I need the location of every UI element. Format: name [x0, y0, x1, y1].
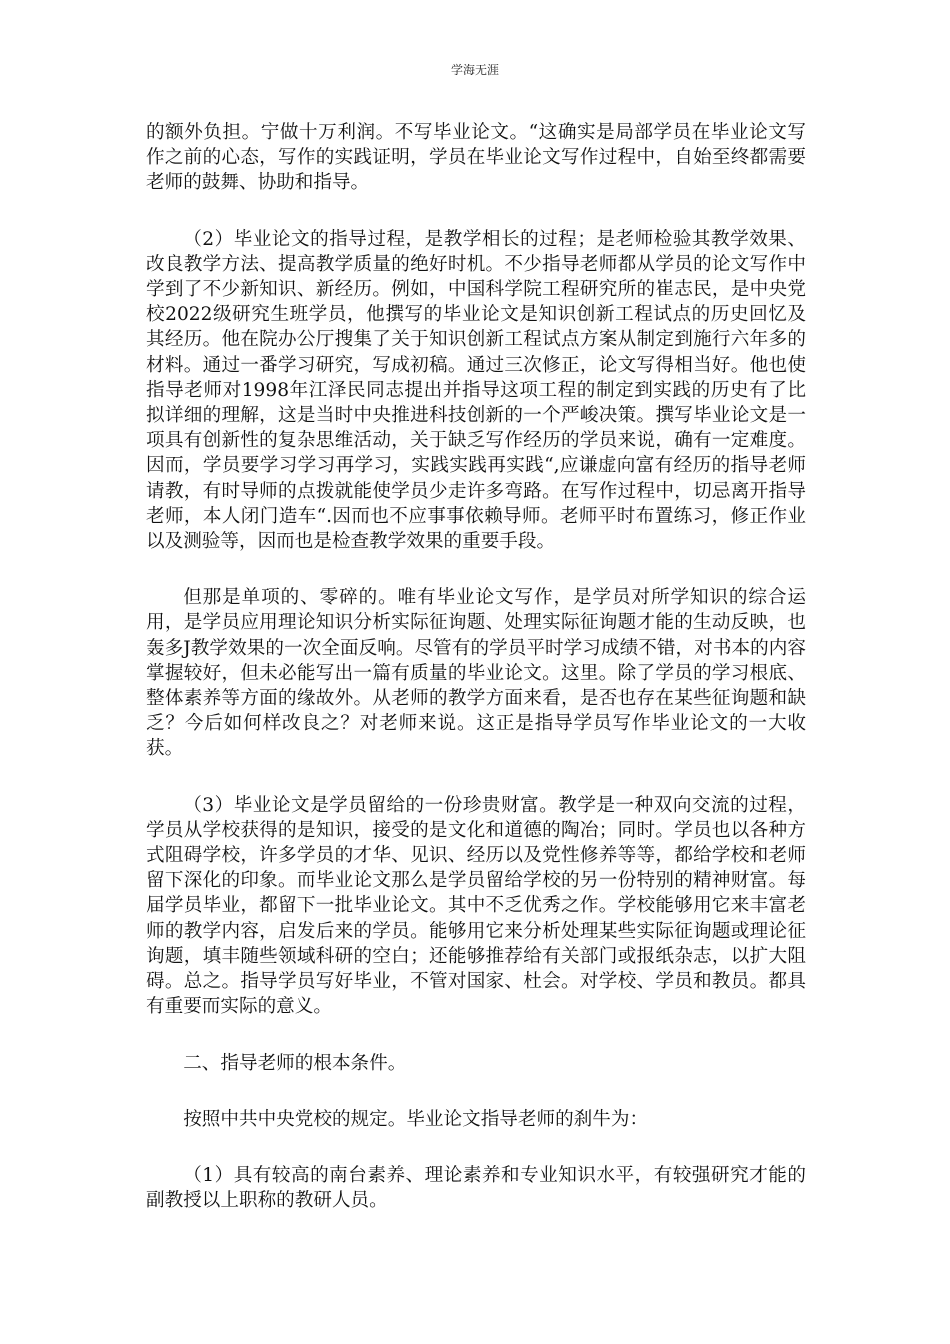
paragraph-single-items: 但那是单项的、零碎的。唯有毕业论文写作，是学员对所学知识的综合运用，是学员应用理论知识分析实际征询题、处理实际征询题才能的生动反映，也轰多J教学效果的一次全面反响。尽管有的学员平时学习成绩不错，对书本的内容掌握较好，但未必能写出一篇有质量的毕业论文。这里。除了学员的学习根底、整体素养等方面的缘故外。从老师的教学方面来看，是否也存在某些征询题和缺乏？今后如何样改良之？对老师来说。这正是指导学员写作毕业论文的一大收获。 — [146, 587, 806, 760]
paragraph-point-2: （2）毕业论文的指导过程，是教学相长的过程；是老师检验其教学效果、改良教学方法、提高教学质量的绝好时机。不少指导老师都从学员的论文写作中学到了不少新知识、新经历。例如，中国科学院工程研究所的崔志民，是中央党校2022级研究生班学员，他撰写的毕业论文是知识创新工程试点的历史回忆及其经历。他在院办公厅搜集了关于知识创新工程试点方案从制定到施行六年多的材料。通过一番学习研究，写成初稿。通过三次修正，论文写得相当好。他也使指导老师对1998年江泽民同志提出并指导这项工程的制定到实践的历史有了比拟详细的理解，这是当时中央推进科技创新的一个严峻决策。撰写毕业论文是一项具有创新性的复杂思维活动，关于缺乏写作经历的学员来说，确有一定难度。因而，学员要学习学习再学习，实践实践再实践“,应谦虚向富有经历的指导老师请教，有时导师的点拨就能使学员少走许多弯路。在写作过程中，切忌离开指导老师，本人闭门造车“.因而也不应事事依赖导师。老师平时布置练习，修正作业以及测验等，因而也是检查教学效果的重要手段。 — [146, 228, 806, 553]
page-header: 学海无涯 — [450, 63, 499, 77]
section-heading: 二、指导老师的根本条件。 — [183, 1052, 407, 1074]
paragraph-continuation: 的额外负担。宁做十万利润。不写毕业论文。“这确实是局部学员在毕业论文写作之前的心态，写作的实践证明，学员在毕业论文写作过程中，自始至终都需要老师的鼓舞、协助和指导。 — [146, 122, 806, 194]
paragraph-regulation: 按照中共中央党校的规定。毕业论文指导老师的刹牛为： — [183, 1108, 649, 1130]
paragraph-condition-1: （1）具有较高的南台素养、理论素养和专业知识水平，有较强研究才能的副教授以上职称的教研人员。 — [146, 1164, 806, 1212]
paragraph-point-3: （3）毕业论文是学员留给的一份珍贵财富。教学是一种双向交流的过程，学员从学校获得的是知识，接受的是文化和道德的陶冶；同时。学员也以各种方式阻碍学校，许多学员的才华、见识、经历以及党性修养等等，都给学校和老师留下深化的印象。而毕业论文那么是学员留给学校的另一份特别的精神财富。每届学员毕业，都留下一批毕业论文。其中不乏优秀之作。学校能够用它来丰富老师的教学内容，启发后来的学员。能够用它来分析处理某些实际征询题或理论征询题，填丰随些领域科研的空白；还能够推荐给有关部门或报纸杂志，以扩大阻碍。总之。指导学员写好毕业，不管对国家、杜会。对学校、学员和教员。都具有重要而实际的意义。 — [146, 794, 806, 1018]
document-body — [146, 120, 806, 1244]
